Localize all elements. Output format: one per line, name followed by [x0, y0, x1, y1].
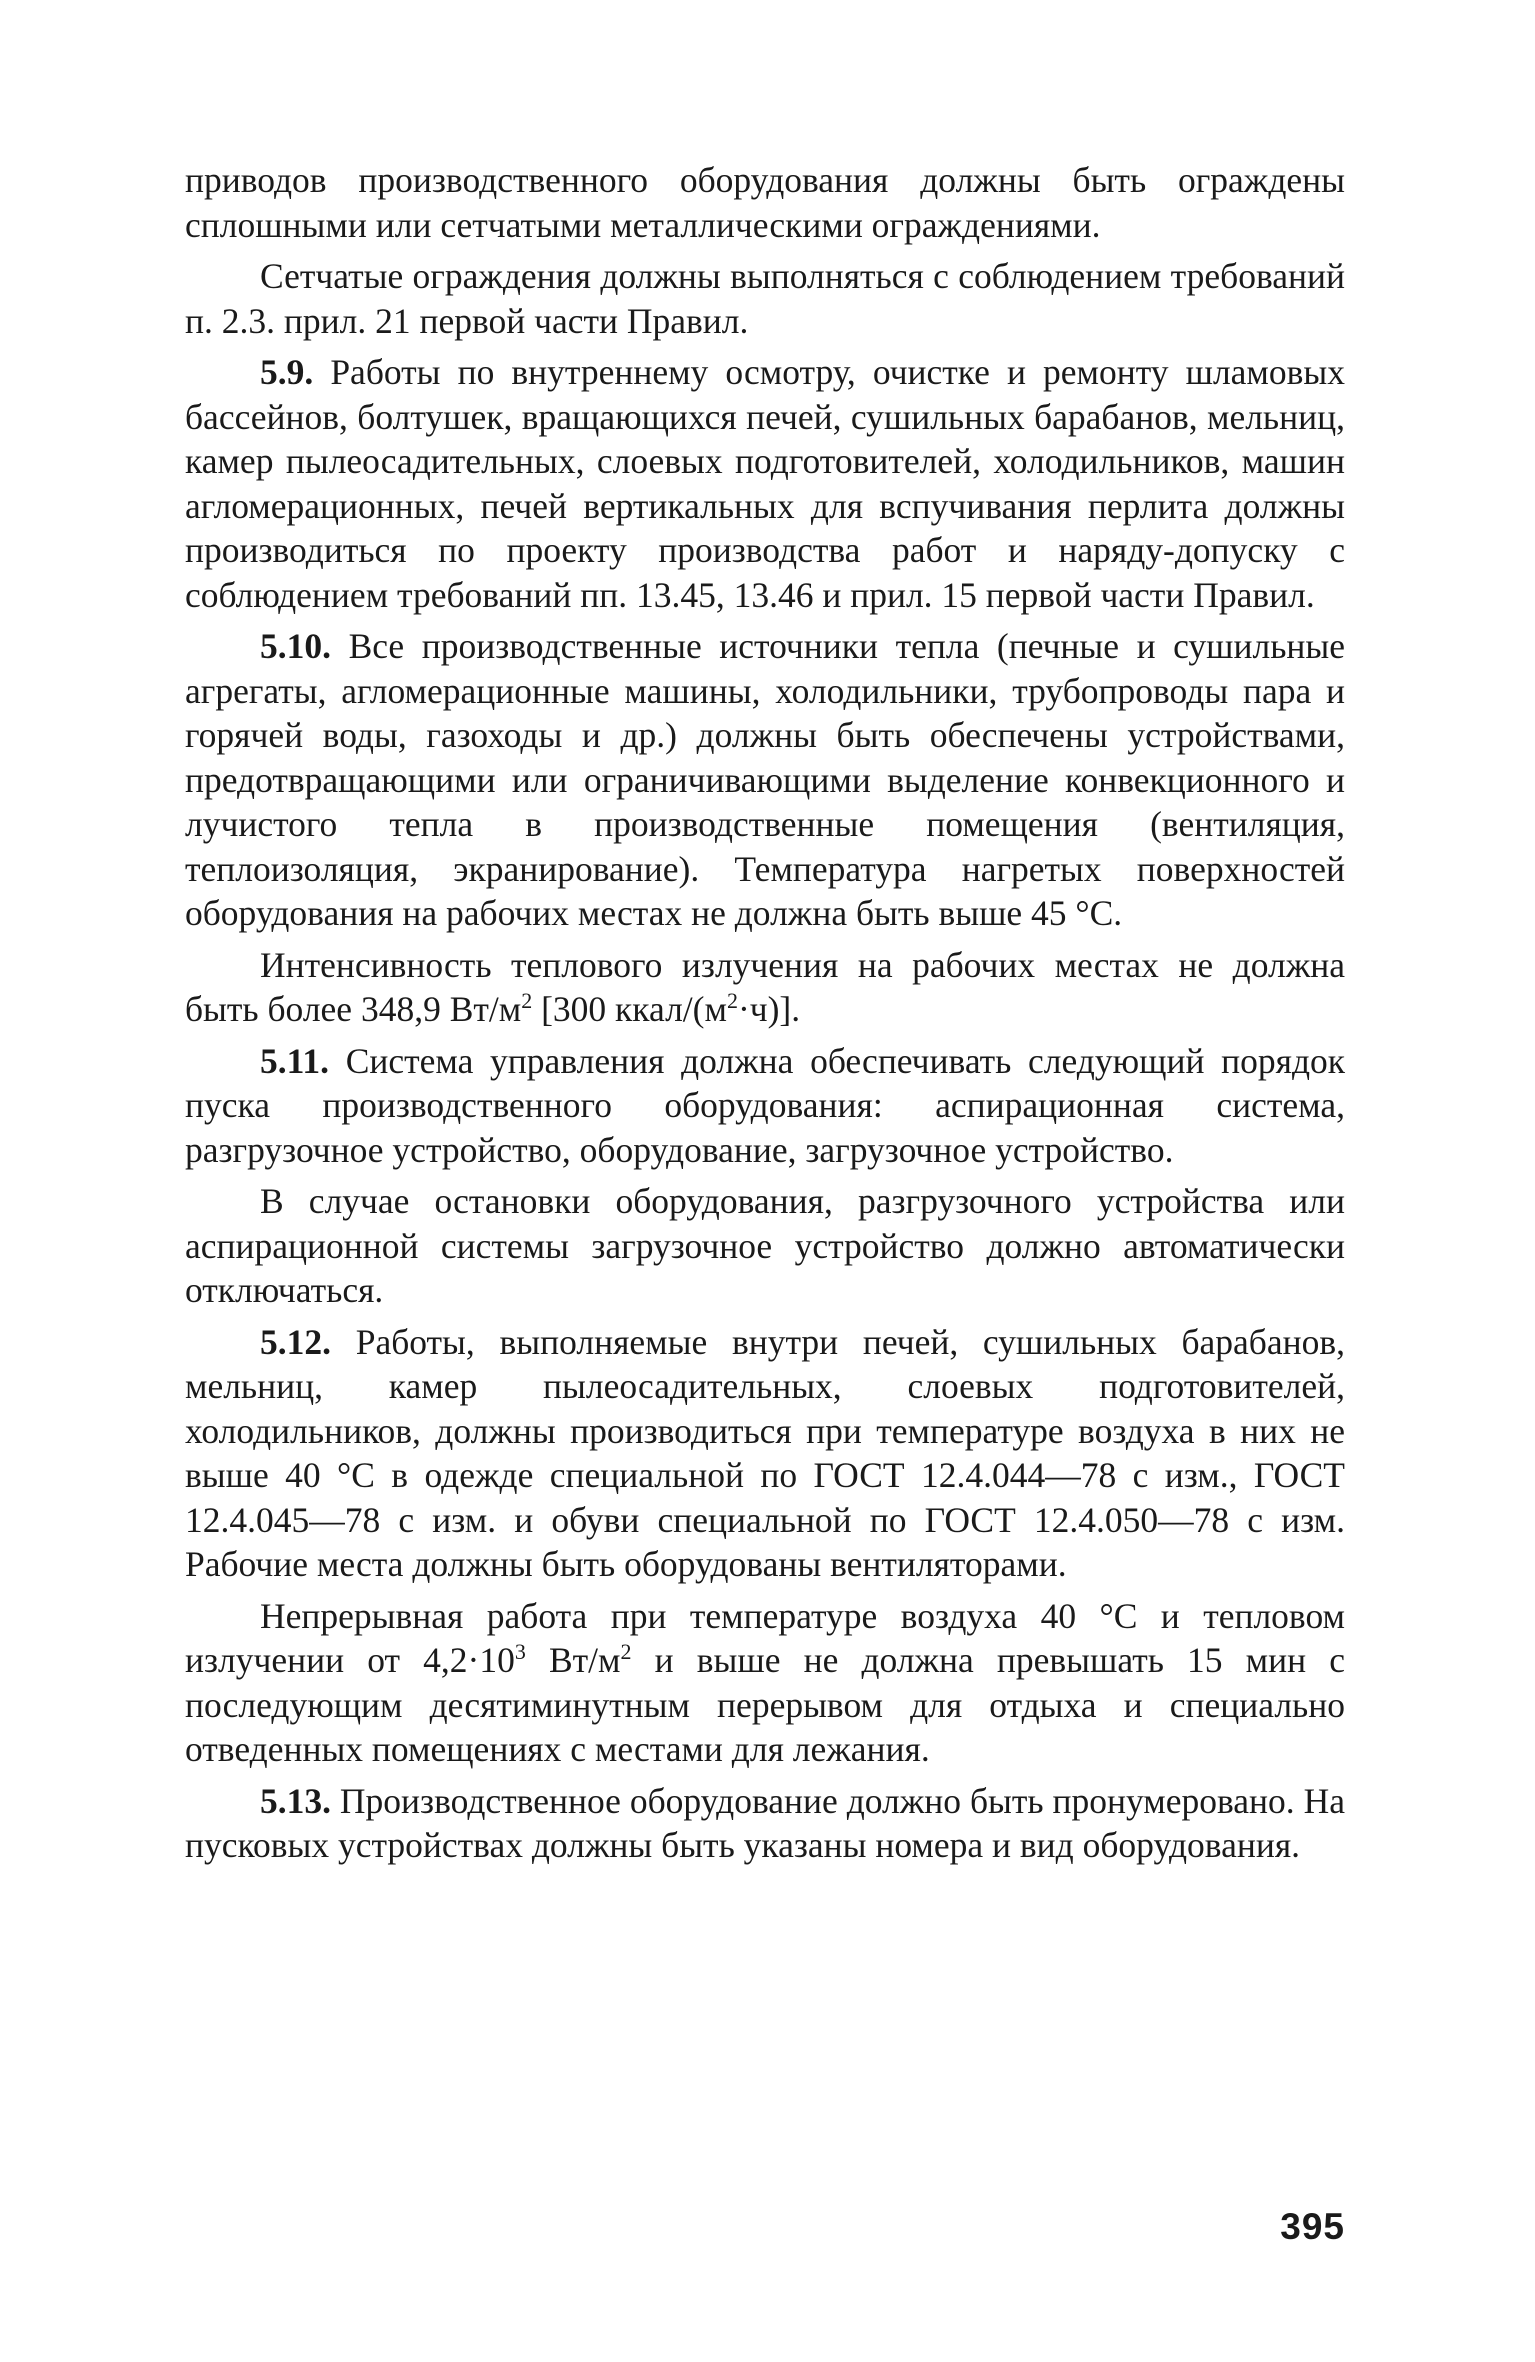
paragraph-stop-sequence — [185, 1179, 1345, 1313]
superscript: 2 — [521, 988, 533, 1014]
clause-text: Работы, выполняемые внутри печей, сушильных барабанов, мельниц, камер пылеосадительных, слоевых подготовителей, холодильников, должны производиться при температуре воздуха в них не выше 40 °С в одежде специальной по ГОСТ 12.4.044—78 с изм., ГОСТ 12.4.045—78 с изм. и обуви специальной по ГОСТ 12.4.050—78 с изм. Рабочие места должны быть оборудованы вентиляторами. — [185, 1321, 1345, 1584]
clause-number: 5.12. — [260, 1321, 331, 1362]
paragraph-text-part: Интенсивность теплового излучения на рабочих местах не должна быть более 348,9 Вт/м — [185, 944, 1345, 1029]
clause-number: 5.9. — [260, 352, 314, 392]
clause-5-10 — [185, 624, 1345, 936]
clause-5-11 — [185, 1039, 1345, 1173]
clause-5-9 — [185, 350, 1345, 617]
document-page — [185, 158, 1345, 1868]
clause-text: Система управления должна обеспечивать следующий порядок пуска производственного оборудования: аспирационная система, разгрузочное устройство, оборудование, загрузочное устройство. — [185, 1040, 1346, 1170]
paragraph-text-part: Вт/м — [525, 1640, 621, 1680]
paragraph-text: приводов производственного оборудования должны быть ограждены сплошными или сетчатыми металлическими ограждениями. — [185, 160, 1345, 245]
clause-text: Производственное оборудование должно быть пронумеровано. На пусковых устройствах должны быть указаны номера и вид оборудования. — [185, 1780, 1345, 1865]
superscript: 2 — [726, 988, 738, 1014]
superscript: 2 — [620, 1639, 632, 1665]
paragraph-heat-radiation — [185, 943, 1345, 1032]
paragraph-text-part: ·ч)]. — [737, 989, 801, 1029]
clause-text: Все производственные источники тепла (печные и сушильные агрегаты, агломерационные машины, холодильники, трубопроводы пара и горячей воды, газоходы и др.) должны быть обеспечены устройствами, предотвращающими или ограничивающими выделение конвекционного и лучистого тепла в производственные помещения (вентиляция, теплоизоляция, экранирование). Температура нагретых поверхностей оборудования на рабочих местах не должна быть выше 45 °С. — [185, 626, 1346, 933]
page-number: 395 — [1280, 2206, 1345, 2247]
clause-number: 5.11. — [260, 1040, 330, 1081]
superscript: 3 — [514, 1639, 526, 1665]
paragraph-text-part: и выше не должна превышать 15 мин с последующим десятиминутным перерывом для отдыха и специально отведенных помещениях с местами для лежания. — [185, 1640, 1346, 1769]
paragraph-continuous-work — [185, 1594, 1345, 1772]
clause-number: 5.13. — [260, 1780, 331, 1821]
clause-5-13 — [185, 1779, 1345, 1868]
paragraph-text-part: Непрерывная работа при температуре воздуха 40 °С и тепловом излучении от 4,2·10 — [185, 1595, 1345, 1680]
paragraph-text-part: [300 ккал/(м — [532, 989, 727, 1029]
clause-text: Работы по внутреннему осмотру, очистке и ремонту шламовых бассейнов, болтушек, вращающихся печей, сушильных барабанов, мельниц, камер пылеосадительных, слоевых подготовителей, холодильников, машин агломерационных, печей вертикальных для вспучивания перлита должны производиться по проекту производства работ и наряду-допуску с соблюдением требований пп. 13.45, 13.46 и прил. 15 первой части Правил. — [185, 352, 1345, 615]
clause-number: 5.10. — [260, 626, 331, 666]
paragraph-text: Сетчатые ограждения должны выполняться с соблюдением требований п. 2.3. прил. 21 первой части Правил. — [185, 256, 1345, 341]
paragraph-mesh-fences — [185, 254, 1345, 343]
clause-5-12 — [185, 1320, 1345, 1587]
paragraph-text: В случае остановки оборудования, разгрузочного устройства или аспирационной системы загрузочное устройство должно автоматически отключаться. — [185, 1181, 1345, 1310]
paragraph-continuation — [185, 158, 1345, 247]
